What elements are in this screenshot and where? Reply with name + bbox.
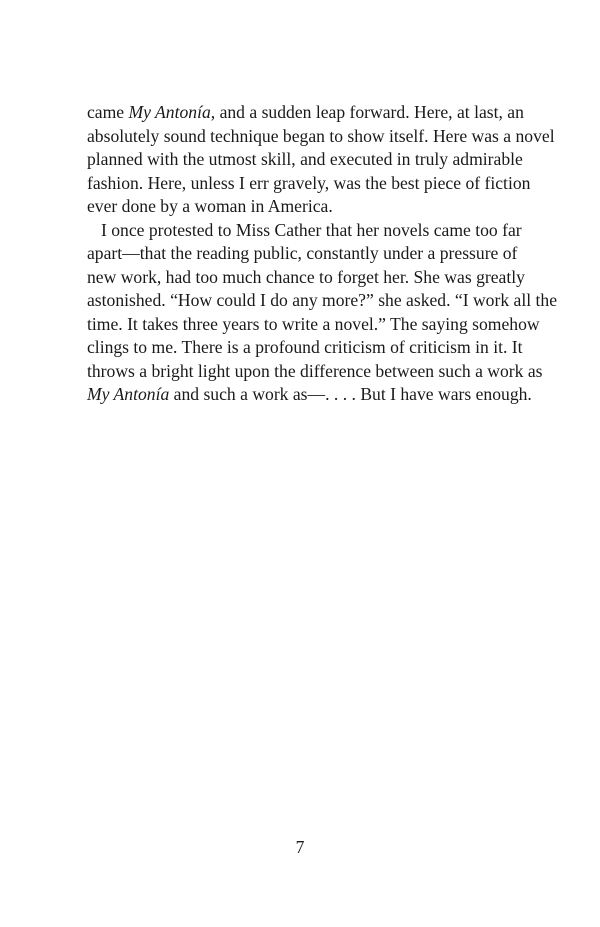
text-segment: and such a work as—. . . . But I have wars enough. <box>169 384 532 404</box>
page-number: 7 <box>295 837 305 857</box>
text-line <box>87 172 531 196</box>
text-line <box>87 125 555 149</box>
text-segment: and a sudden leap forward. Here, at last, an <box>215 102 524 122</box>
text-line <box>87 101 524 125</box>
italic-title: My Antonía <box>87 384 170 404</box>
text-line <box>87 289 557 313</box>
paragraph <box>87 101 555 219</box>
text-line <box>87 219 522 243</box>
text-line <box>87 336 523 360</box>
text-segment: clings to me. There is a profound criticism of criticism in it. It <box>87 337 523 357</box>
text-line <box>87 313 540 337</box>
text-segment: I once protested to Miss Cather that her novels came too far <box>101 219 522 240</box>
text-segment: ever done by a woman in America. <box>87 196 333 216</box>
text-segment: came <box>87 102 129 122</box>
text-line <box>87 360 543 384</box>
text-line <box>87 383 532 407</box>
text-segment: throws a bright light upon the difference between such a work as <box>87 360 543 381</box>
text-segment: apart—that the reading public, constantly under a pressure of <box>87 243 518 263</box>
paragraph <box>87 219 557 407</box>
italic-title: My Antonía, <box>128 102 216 122</box>
text-line <box>87 148 523 172</box>
text-segment: astonished. “How could I do any more?” she asked. “I work all the <box>87 290 557 310</box>
text-line <box>87 195 513 219</box>
text-segment: absolutely sound technique began to show itself. Here was a novel <box>87 125 555 146</box>
text-segment: time. It takes three years to write a novel.” The saying somehow <box>87 313 540 334</box>
text-segment: planned with the utmost skill, and executed in truly admirable <box>87 149 523 169</box>
text-segment: new work, had too much chance to forget her. She was greatly <box>87 266 525 287</box>
text-line <box>87 242 518 266</box>
text-segment: fashion. Here, unless I err gravely, was the best piece of fiction <box>87 172 531 193</box>
text-line <box>87 266 525 290</box>
body-text <box>87 101 557 407</box>
